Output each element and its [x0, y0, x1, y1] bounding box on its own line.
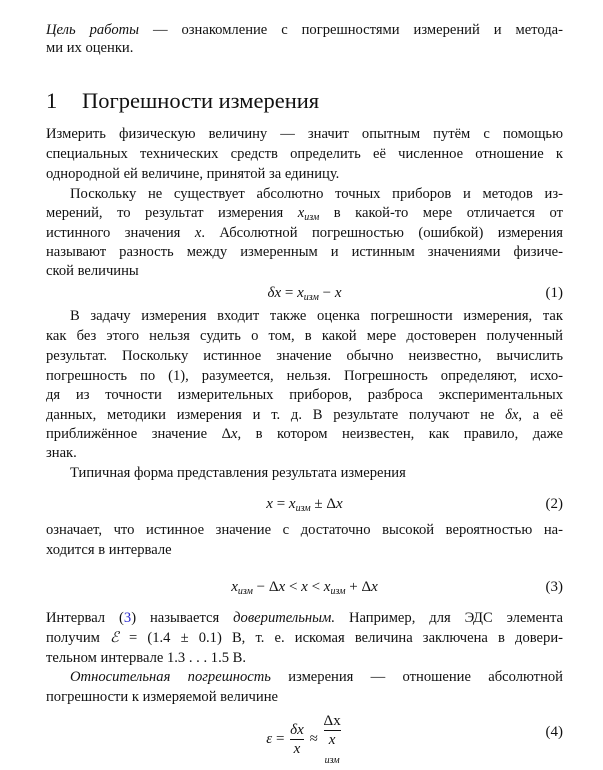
section-heading: [46, 88, 319, 114]
equation-1: [46, 282, 563, 304]
math-text: ℰ: [110, 630, 119, 646]
text-run: погрешности к измеряемой величине: [46, 689, 278, 705]
text-line: [46, 443, 563, 463]
eq4-num2: Δx: [323, 713, 341, 729]
text-run: тельном интервале 1.3 . . . 1.5 В.: [46, 650, 247, 666]
eq4-fraction-2: [324, 712, 341, 767]
text-run: ской величины: [46, 263, 139, 279]
text-run: Интервал (: [46, 610, 124, 626]
text-run: + Δ: [345, 579, 372, 595]
math-text: x: [301, 579, 308, 595]
math-text: x: [278, 579, 286, 595]
math-text: изм: [303, 292, 319, 303]
text-run: ходится в интервале: [46, 542, 172, 558]
text-run: Измерить физическую величину — значит опытным путём с помощью: [46, 126, 563, 142]
text-run: <: [307, 579, 324, 595]
text-line: [46, 648, 563, 668]
section-title: Погрешности измерения: [82, 88, 320, 113]
text-run: данных, методики измерения и т. д. В результате получают не: [46, 407, 506, 423]
text-line: [46, 164, 563, 184]
equation-number: (1): [545, 285, 563, 301]
math-text: x: [297, 205, 305, 221]
text-line: [46, 520, 563, 540]
math-text: x: [266, 496, 273, 512]
eq4-den2-sub: изм: [324, 755, 340, 766]
text-line: [46, 385, 563, 405]
text-run: Например, для ЭДС элемента: [335, 610, 563, 626]
eq4-approx: ≈: [305, 730, 322, 747]
text-run: результат. Поскольку истинное значение обычно неизвестно, вычислить: [46, 348, 563, 364]
text-run: называют разность между измеренным и истинным значениями физиче-: [46, 244, 563, 260]
text-run: — ознакомление с погрешностями измерений и метода-: [139, 22, 563, 38]
intro-line: [46, 38, 563, 58]
math-text: изм: [330, 586, 346, 597]
text-run: истинного значения: [46, 225, 195, 241]
math-text: изм: [295, 503, 311, 514]
math-text: изм: [304, 212, 320, 223]
math-text: x: [288, 496, 296, 512]
text-run: ± Δ: [310, 496, 337, 512]
math-text: x: [371, 579, 378, 595]
text-run: = (1.4 ± 0.1) В, т. е. искомая величина заключена в довери-: [118, 630, 563, 646]
text-line: [46, 366, 563, 386]
text-line: [46, 540, 563, 560]
text-run: , а её: [518, 407, 563, 423]
section-number: 1: [46, 88, 58, 113]
text-run: <: [285, 579, 302, 595]
equation-number: (2): [545, 496, 563, 512]
math-text: изм: [237, 586, 253, 597]
text-line: [46, 424, 563, 444]
text-line: [46, 144, 563, 164]
equation-4: [46, 712, 563, 766]
math-text: x: [230, 426, 238, 442]
text-run: Поскольку не существует абсолютно точных приборов и методов из-: [70, 186, 563, 202]
math-text: x: [336, 496, 343, 512]
text-line: [46, 184, 563, 204]
text-run: погрешность по (1), разумеется, нельзя. Погрешность определяют, исхо-: [46, 368, 563, 384]
italic-text: Цель работы: [46, 22, 140, 38]
text-run: . Абсолютной погрешностью (ошибкой) измерения: [201, 225, 563, 241]
text-line: [46, 346, 563, 366]
eq4-num1: δx: [290, 722, 304, 738]
text-line: [46, 405, 563, 425]
equation-number: (3): [545, 579, 563, 595]
text-line: [46, 326, 563, 346]
math-text: x: [334, 285, 342, 301]
text-line: [46, 667, 563, 687]
text-run: знак.: [46, 445, 77, 461]
intro-line: [46, 20, 563, 40]
text-line: [46, 223, 563, 243]
text-run: мерений, то результат измерения: [46, 205, 298, 221]
math-text: x: [231, 579, 238, 595]
eq4-den1: x: [290, 739, 304, 758]
text-run: дя из точности измерительных приборов, разброса экспериментальных: [46, 387, 563, 403]
text-run: получим: [46, 630, 111, 646]
math-text: δx: [505, 407, 519, 423]
eq4-fraction-1: [290, 721, 304, 758]
italic-text: Относительная погрешность: [70, 669, 271, 685]
eq4-den2: [324, 730, 341, 767]
math-text: x: [323, 579, 331, 595]
text-run: −: [318, 285, 335, 301]
eq4-den2-x: x: [328, 732, 336, 748]
text-line: [46, 687, 563, 707]
eq4-lhs: ε: [266, 730, 273, 747]
math-text: x: [297, 285, 304, 301]
text-run: как без этого нельзя судить о том, в какой мере достоверен полученный: [46, 328, 563, 344]
text-run: ) называется: [131, 610, 234, 626]
eq4-equals: =: [272, 730, 289, 747]
text-run: ми их оценки.: [46, 40, 134, 56]
text-run: , в котором неизвестен, как правило, даже: [237, 426, 563, 442]
text-run: В задачу измерения входит также оценка погрешности измерения, так: [70, 308, 563, 324]
text-run: однородной ей величине, принятой за единицу.: [46, 166, 340, 182]
text-line: [46, 203, 563, 223]
math-text: δx: [267, 285, 282, 301]
text-line: [46, 124, 563, 144]
text-run: означает, что истинное значение с достаточно высокой вероятностью на-: [46, 522, 563, 538]
text-line: [46, 628, 563, 648]
text-line: [46, 608, 563, 628]
equation-3: [46, 576, 563, 598]
text-line: [46, 306, 563, 326]
text-run: в какой-то мере отличается от: [319, 205, 564, 221]
text-line: [46, 261, 563, 281]
text-line: [46, 242, 563, 262]
text-run: − Δ: [252, 579, 279, 595]
text-run: =: [272, 496, 289, 512]
text-run: специальных технических средств определить её численное отношение к: [46, 146, 563, 162]
equation-2: [46, 493, 563, 515]
text-run: =: [281, 285, 298, 301]
text-run: приближённое значение Δ: [46, 426, 231, 442]
math-text: x: [194, 225, 202, 241]
equation-number: (4): [545, 724, 563, 740]
text-run: Типичная форма представления результата измерения: [70, 465, 406, 481]
equation-ref-link[interactable]: 3: [123, 610, 132, 626]
text-line: [46, 463, 563, 483]
italic-text: доверительным.: [233, 610, 336, 626]
text-run: измерения — отношение абсолютной: [270, 669, 563, 685]
